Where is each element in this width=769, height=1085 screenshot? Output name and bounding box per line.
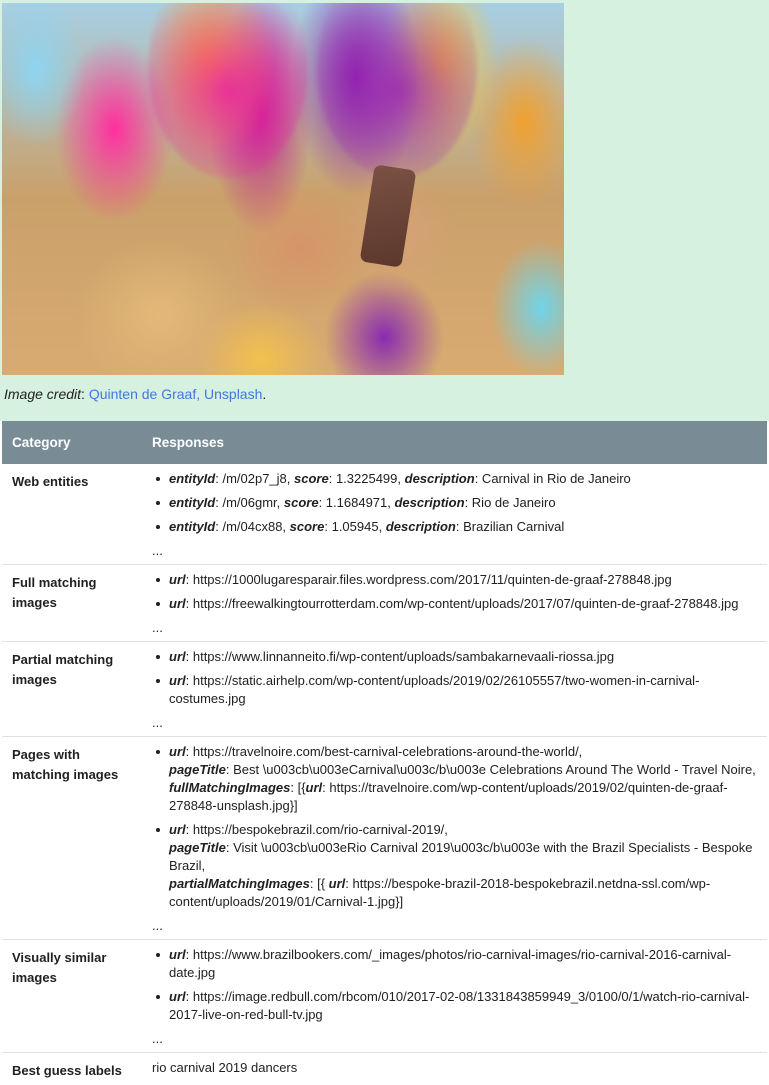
table-row: [2, 464, 767, 565]
field-key: entityId: [169, 471, 215, 486]
category-column-header: Category: [2, 421, 152, 464]
response-list: [152, 470, 761, 536]
field-key: pageTitle: [169, 840, 226, 855]
table-row: [2, 1053, 767, 1085]
field-key: fullMatchingImages: [169, 780, 290, 795]
field-key: description: [386, 519, 456, 534]
table-row: [2, 940, 767, 1053]
field-key: url: [169, 822, 186, 837]
field-key: url: [306, 780, 323, 795]
category-cell: Pages with matching images: [2, 737, 152, 940]
response-item: entityId: /m/02p7_j8, score: 1.3225499, description: Carnival in Rio de Janeiro: [152, 470, 761, 488]
truncation-ellipsis: ...: [152, 619, 761, 637]
table-header: [2, 421, 767, 464]
field-key: url: [169, 989, 186, 1004]
responses-cell: [152, 737, 767, 940]
header-row: [2, 421, 767, 464]
pink-feathers-decoration: [148, 3, 308, 178]
truncation-ellipsis: ...: [152, 542, 761, 560]
responses-cell: rio carnival 2019 dancers: [152, 1053, 767, 1085]
table-row: [2, 565, 767, 642]
carnival-photo: [2, 3, 564, 375]
field-key: url: [169, 673, 186, 688]
responses-column-header: Responses: [152, 421, 767, 464]
field-key: entityId: [169, 495, 215, 510]
response-item: url: https://www.brazilbookers.com/_images/photos/rio-carnival-images/rio-carnival-2016-carnival-date.jpg: [152, 946, 761, 982]
response-item: url: https://www.linnanneito.fi/wp-content/uploads/sambakarnevaali-riossa.jpg: [152, 648, 761, 666]
image-credit: [4, 385, 769, 404]
category-cell: Best guess labels: [2, 1053, 152, 1085]
credit-link[interactable]: Quinten de Graaf, Unsplash: [89, 386, 263, 402]
response-item: url: https://1000lugaresparair.files.wordpress.com/2017/11/quinten-de-graaf-278848.jpg: [152, 571, 761, 589]
response-list: [152, 946, 761, 1024]
credit-suffix: .: [262, 386, 266, 402]
category-cell: Full matching images: [2, 565, 152, 642]
truncation-ellipsis: ...: [152, 917, 761, 935]
response-item: url: https://image.redbull.com/rbcom/010/2017-02-08/1331843859949_3/0100/0/1/watch-rio-carnival-2017-live-on-red-bull-tv.jpg: [152, 988, 761, 1024]
credit-prefix: Image credit: [4, 386, 81, 402]
field-key: url: [169, 596, 186, 611]
field-key: description: [394, 495, 464, 510]
truncation-ellipsis: ...: [152, 714, 761, 732]
responses-cell: [152, 940, 767, 1053]
field-key: score: [284, 495, 319, 510]
field-key: partialMatchingImages: [169, 876, 310, 891]
field-key: url: [169, 572, 186, 587]
response-item: url: https://bespokebrazil.com/rio-carnival-2019/, pageTitle: Visit \u003cb\u003eRio Carnival 2019\u003c/b\u003e with the Brazil Specialists - Bespoke Brazil, partialMatchingImages: [{ url: https://bespoke-brazil-2018-bespokebrazil.netdna-ssl.com/wp-content/uploads/2019/01/Carnival-1.jpg}]: [152, 821, 761, 911]
table-body: [2, 464, 767, 1085]
purple-feathers-decoration: [317, 3, 477, 178]
response-item: url: https://travelnoire.com/best-carnival-celebrations-around-the-world/, pageTitle: Best \u003cb\u003eCarnival\u003c/b\u003e Celebrations Around The World - Travel Noire, fullMatchingImages: [{url: https://travelnoire.com/wp-content/uploads/2019/02/quinten-de-graaf-278848-unsplash.jpg}]: [152, 743, 761, 815]
field-key: score: [290, 519, 325, 534]
response-item: entityId: /m/04cx88, score: 1.05945, description: Brazilian Carnival: [152, 518, 761, 536]
field-key: description: [405, 471, 475, 486]
results-table: [2, 421, 767, 1085]
response-list: [152, 648, 761, 708]
field-key: entityId: [169, 519, 215, 534]
field-key: url: [169, 744, 186, 759]
response-list: [152, 571, 761, 613]
field-key: url: [329, 876, 346, 891]
table-row: [2, 737, 767, 940]
category-cell: Visually similar images: [2, 940, 152, 1053]
field-key: pageTitle: [169, 762, 226, 777]
responses-cell: [152, 464, 767, 565]
phone-shape: [360, 164, 417, 267]
credit-separator: :: [81, 386, 89, 402]
response-item: url: https://static.airhelp.com/wp-content/uploads/2019/02/26105557/two-women-in-carnival-costumes.jpg: [152, 672, 761, 708]
response-list: [152, 743, 761, 911]
table-row: [2, 642, 767, 737]
response-item: url: https://freewalkingtourrotterdam.com/wp-content/uploads/2017/07/quinten-de-graaf-278848.jpg: [152, 595, 761, 613]
field-key: url: [169, 649, 186, 664]
field-key: score: [294, 471, 329, 486]
responses-cell: [152, 565, 767, 642]
responses-cell: [152, 642, 767, 737]
field-key: url: [169, 947, 186, 962]
category-cell: Web entities: [2, 464, 152, 565]
category-cell: Partial matching images: [2, 642, 152, 737]
truncation-ellipsis: ...: [152, 1030, 761, 1048]
hero-section: [0, 0, 769, 421]
response-item: entityId: /m/06gmr, score: 1.1684971, description: Rio de Janeiro: [152, 494, 761, 512]
